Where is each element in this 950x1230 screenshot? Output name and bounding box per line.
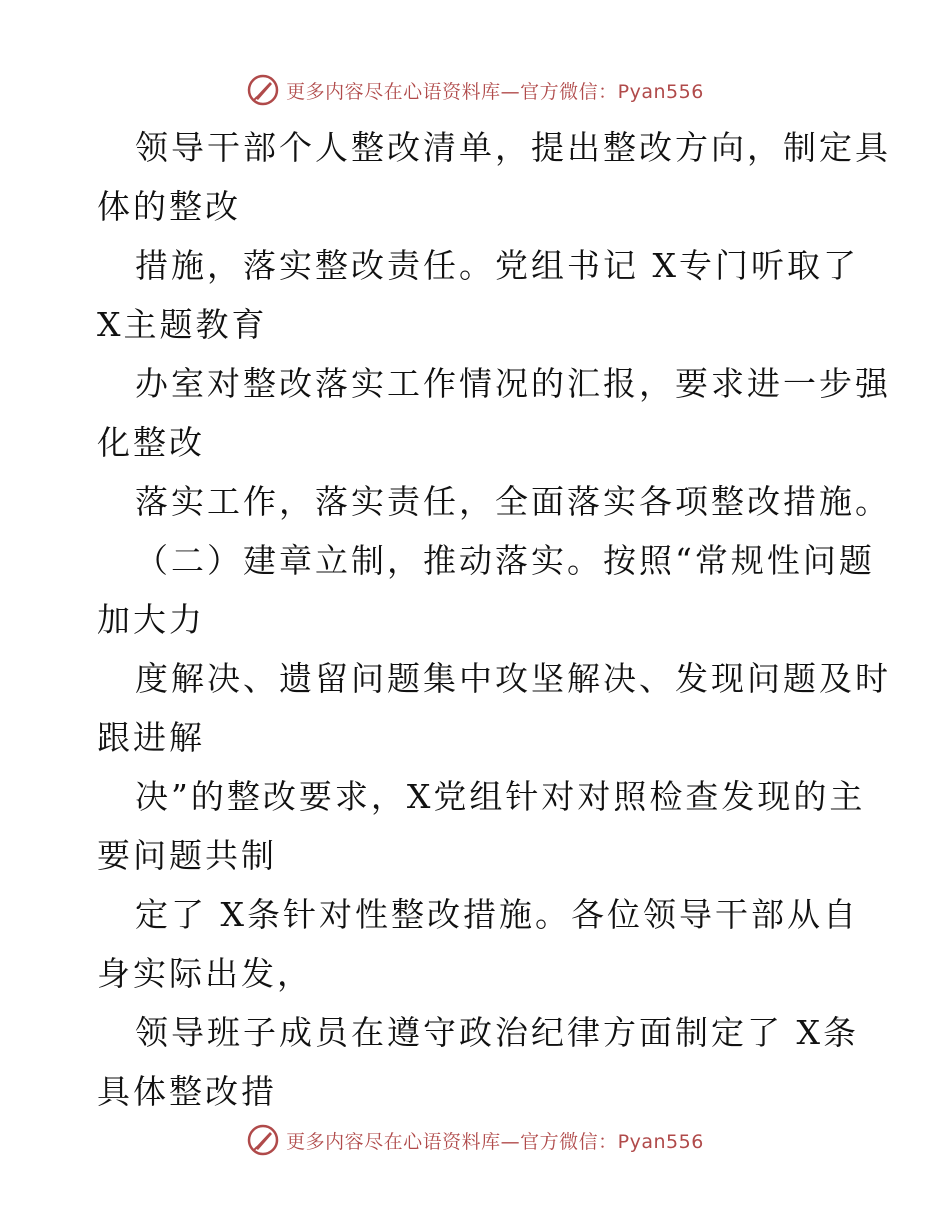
header-banner-text: 更多内容尽在心语资料库—官方微信：Pyan556 bbox=[286, 80, 704, 103]
text-line: 加大力 bbox=[97, 600, 205, 639]
text-line: 定了 X条针对性整改措施。各位领导干部从自 bbox=[135, 895, 859, 934]
footer-banner bbox=[0, 1120, 950, 1160]
footer-banner-text: 更多内容尽在心语资料库—官方微信：Pyan556 bbox=[286, 1130, 704, 1153]
text-line: 决”的整改要求，X党组针对对照检查发现的主 bbox=[135, 777, 866, 816]
text-line: 度解决、遗留问题集中攻坚解决、发现问题及时 bbox=[135, 659, 891, 698]
text-line: 领导干部个人整改清单，提出整改方向，制定具 bbox=[135, 128, 891, 167]
text-line: 措施，落实整改责任。党组书记 X专门听取了 bbox=[135, 246, 859, 285]
text-line: 体的整改 bbox=[97, 187, 241, 226]
text-line: 落实工作，落实责任，全面落实各项整改措施。 bbox=[135, 482, 891, 521]
header-banner bbox=[0, 70, 950, 110]
text-line: 跟进解 bbox=[97, 718, 205, 757]
text-line: 具体整改措 bbox=[97, 1072, 277, 1111]
text-line: X主题教育 bbox=[97, 305, 268, 344]
text-line: 办室对整改落实工作情况的汇报，要求进一步强 bbox=[135, 364, 891, 403]
quill-logo-icon bbox=[246, 1123, 280, 1157]
document-body bbox=[97, 118, 891, 1121]
text-line: 身实际出发， bbox=[97, 954, 313, 993]
text-line: 要问题共制 bbox=[97, 836, 277, 875]
text-line: （二）建章立制，推动落实。按照“常规性问题 bbox=[135, 541, 875, 580]
text-line: 领导班子成员在遵守政治纪律方面制定了 X条 bbox=[135, 1013, 859, 1052]
quill-logo-icon bbox=[246, 73, 280, 107]
text-line: 化整改 bbox=[97, 423, 205, 462]
